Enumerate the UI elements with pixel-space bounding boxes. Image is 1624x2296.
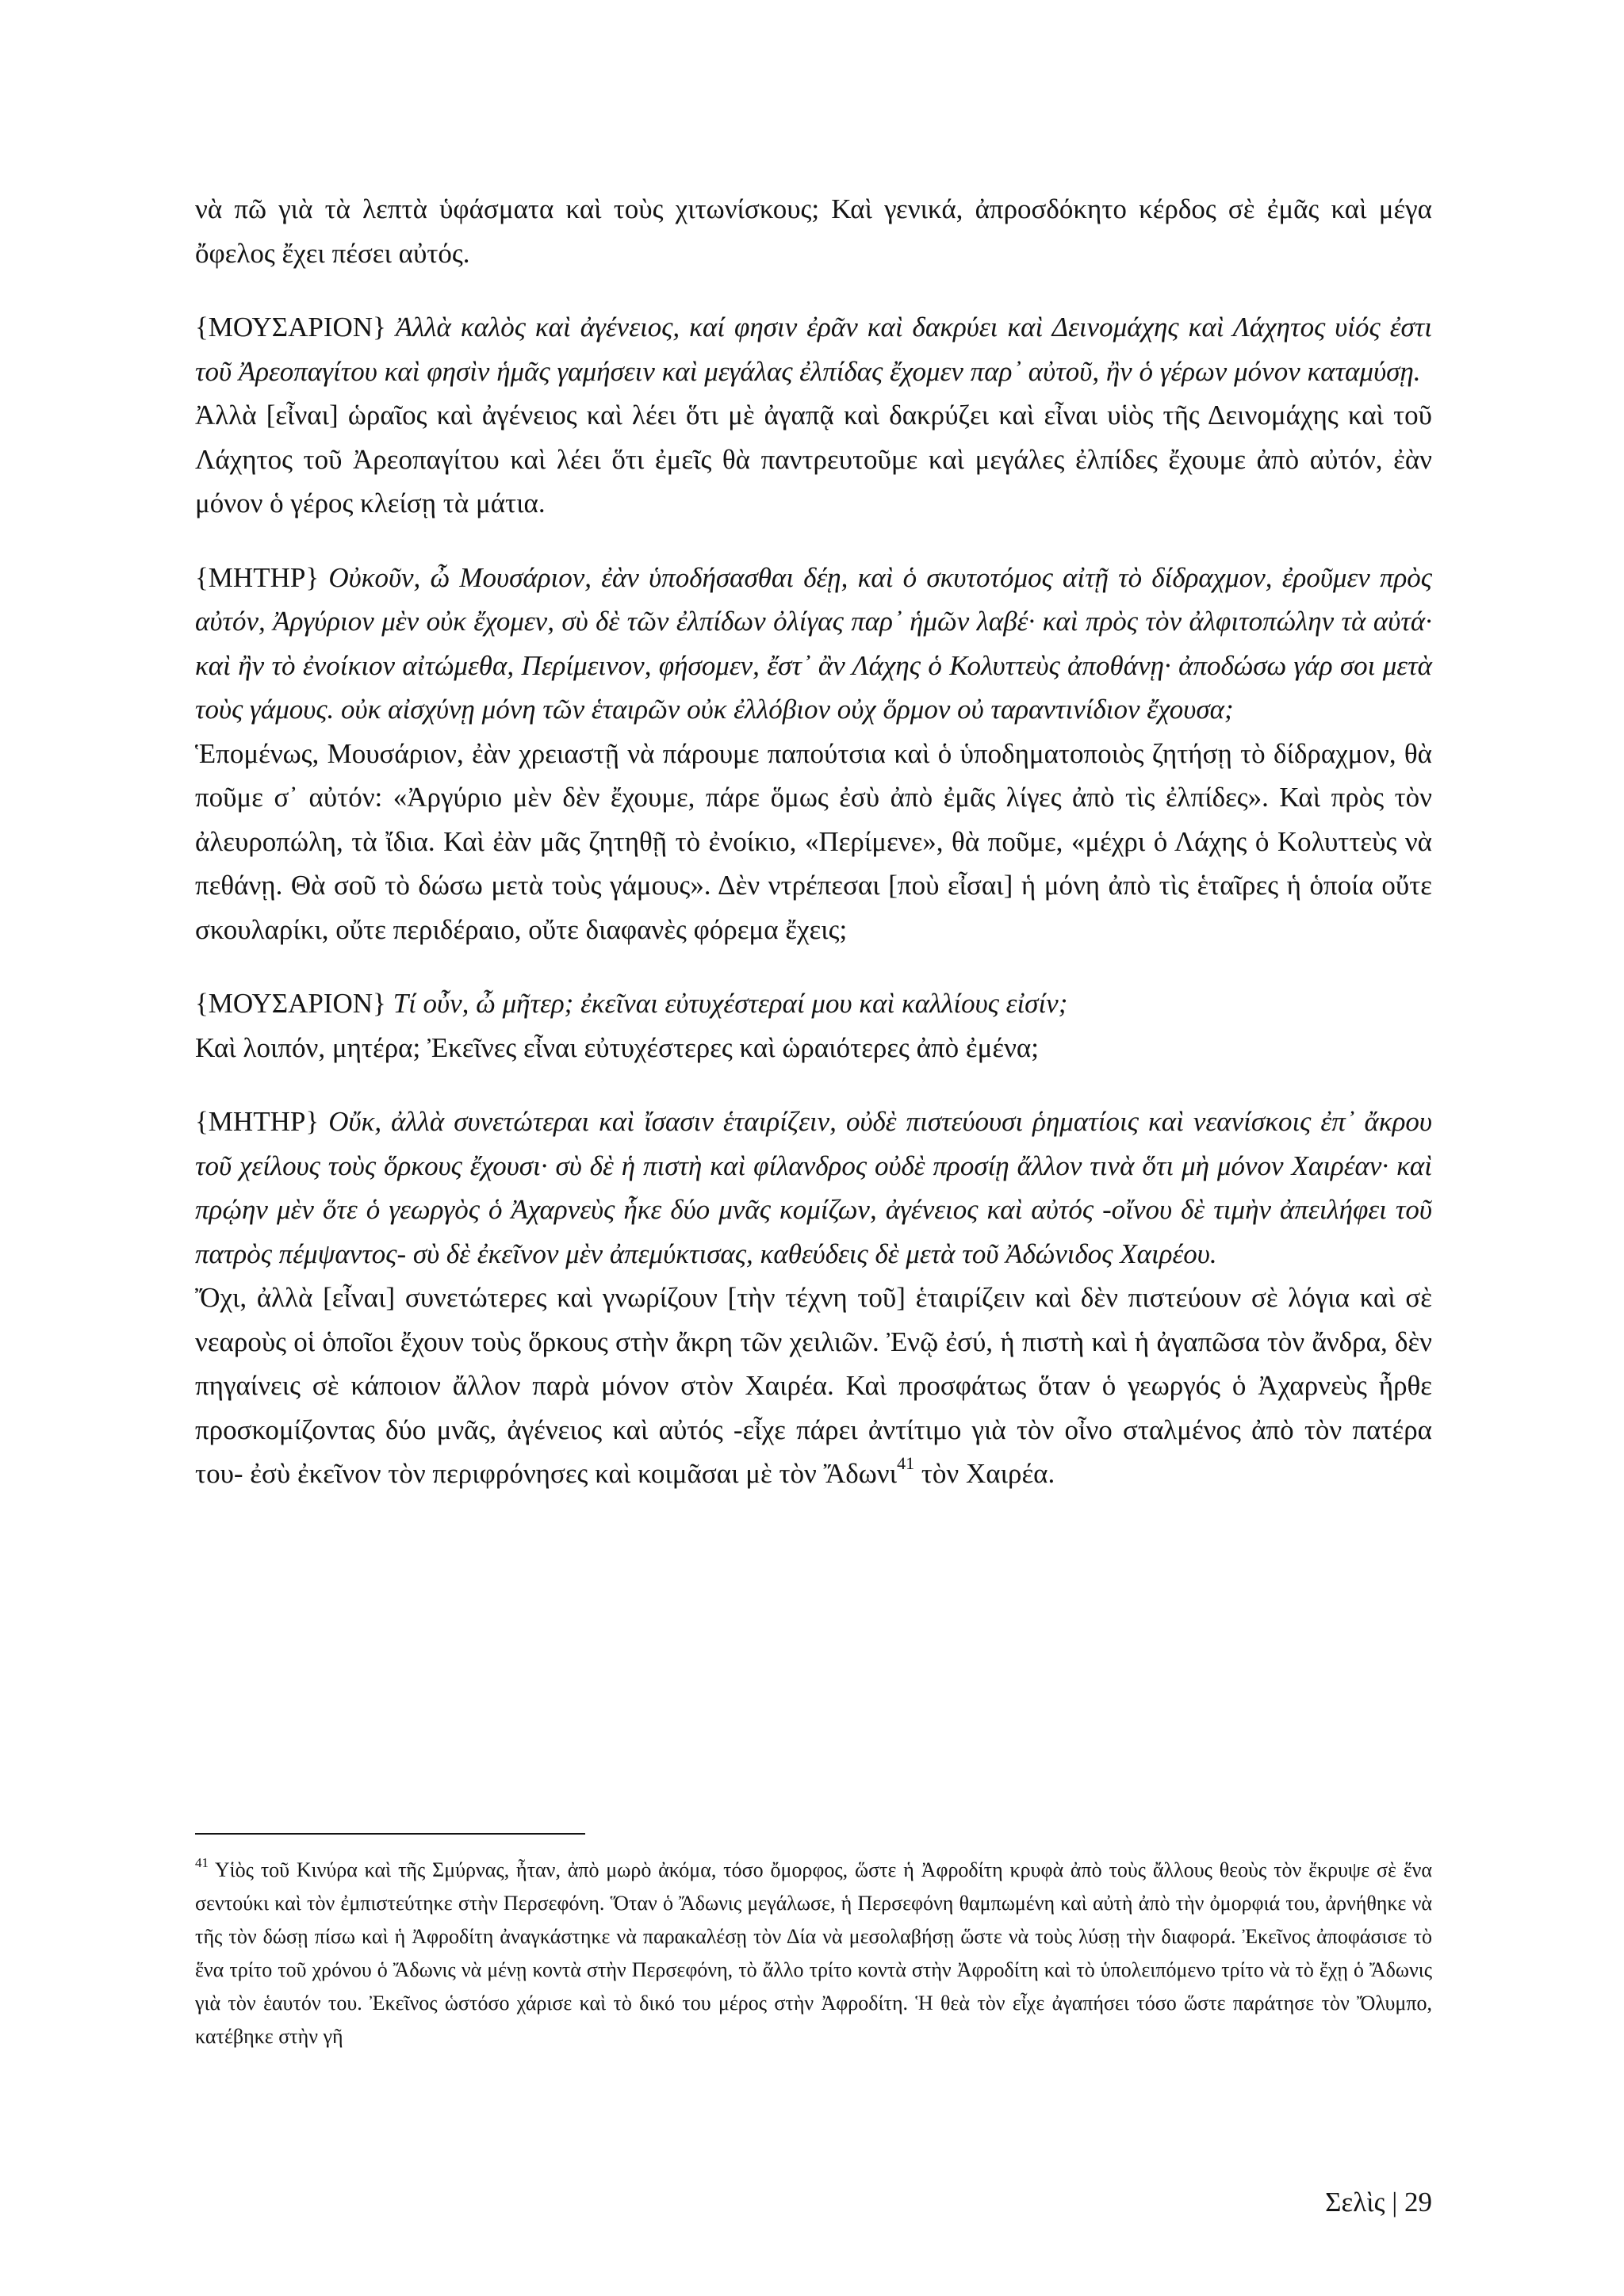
paragraph-translation: Ἑπομένως, Μουσάριον, ἐὰν χρειαστῇ νὰ πάρουμε παπούτσια καὶ ὁ ὑποδηματοποιὸς ζητήσῃ τὸ δίδραχμον, θὰ ποῦμε σ᾽ αὐτόν: «Ἀργύριο μὲν δὲν ἔχουμε, πάρε ὅμως ἐσὺ ἀπὸ ἐμᾶς λίγες ἀπὸ τὶς ἐλπίδες». Καὶ πρὸς τὸν ἀλευροπώλη, τὰ ἴδια. Καὶ ἐὰν μᾶς ζητηθῇ τὸ ἐνοίκιο, «Περίμενε», θὰ ποῦμε, «μέχρι ὁ Λάχης ὁ Κολυττεὺς νὰ πεθάνῃ. Θὰ σοῦ τὸ δώσω μετὰ τοὺς γάμους». Δὲν ντρέπεσαι [ποὺ εἶσαι] ἡ μόνη ἀπὸ τὶς ἑταῖρες ἡ ὁποία οὔτε σκουλαρίκι, οὔτε περιδέραιο, οὔτε διαφανὲς φόρεμα ἔχεις; <box>195 737 1432 945</box>
ancient-greek-text: Οὔκ, ἀλλὰ συνετώτεραι καὶ ἴσασιν ἑταιρίζειν, οὐδὲ πιστεύουσι ῥηματίοις καὶ νεανίσκοις ἐπ᾽ ἄκρου τοῦ χείλους τοὺς ὅρκους ἔχουσι· σὺ δὲ ἡ πιστὴ καὶ φίλανδρος οὐδὲ προσίῃ ἄλλον τινὰ ὅτι μὴ μόνον Χαιρέαν· καὶ πρῴην μὲν ὅτε ὁ γεωργὸς ὁ Ἀχαρνεὺς ἧκε δύο μνᾶς κομίζων, ἀγένειος καὶ αὐτός -οἴνου δὲ τιμὴν ἀπειλήφει τοῦ πατρὸς πέμψαντος- σὺ δὲ ἐκεῖνον μὲν ἀπεμύκτισας, καθεύδεις δὲ μετὰ τοῦ Ἀδώνιδος Χαιρέου. <box>195 1106 1432 1269</box>
footnote-reference[interactable]: 41 <box>897 1453 915 1474</box>
paragraph-translation: Ἀλλὰ [εἶναι] ὡραῖος καὶ ἀγένειος καὶ λέει ὅτι μὲ ἀγαπᾷ καὶ δακρύζει καὶ εἶναι υἱὸς τῆς Δεινομάχης καὶ τοῦ Λάχητος τοῦ Ἀρεοπαγίτου καὶ λέει ὅτι ἐμεῖς θὰ παντρευτοῦμε καὶ μεγάλες ἐλπίδες ἔχουμε ἀπὸ αὐτόν, ἐὰν μόνον ὁ γέρος κλείσῃ τὰ μάτια. <box>195 400 1432 519</box>
ancient-greek-text: Οὐκοῦν, ὦ Μουσάριον, ἐὰν ὑποδήσασθαι δέῃ, καὶ ὁ σκυτοτόμος αἰτῇ τὸ δίδραχμον, ἐροῦμεν πρὸς αὐτόν, Ἀργύριον μὲν οὐκ ἔχομεν, σὺ δὲ τῶν ἐλπίδων ὀλίγας παρ᾽ ἡμῶν λαβέ· καὶ πρὸς τὸν ἀλφιτοπώλην τὰ αὐτά· καὶ ἢν τὸ ἐνοίκιον αἰτώμεθα, Περίμεινον, φήσομεν, ἔστ᾽ ἂν Λάχης ὁ Κολυττεὺς ἀποθάνῃ· ἀποδώσω γάρ σοι μετὰ τοὺς γάμους. οὐκ αἰσχύνῃ μόνη τῶν ἑταιρῶν οὐκ ἐλλόβιον οὐχ ὅρμον οὐ ταραντινίδιον ἔχουσα; <box>195 561 1432 725</box>
ancient-greek-text: Ἀλλὰ καλὸς καὶ ἀγένειος, καί φησιν ἐρᾶν καὶ δακρύει καὶ Δεινομάχης καὶ Λάχητος υἱός ἐστι τοῦ Ἀρεοπαγίτου καὶ φησὶν ἡμᾶς γαμήσειν καὶ μεγάλας ἐλπίδας ἔχομεν παρ᾽ αὐτοῦ, ἢν ὁ γέρων μόνον καταμύσῃ. <box>195 312 1432 387</box>
speaker-label: {ΜΗΤΗΡ} <box>195 561 320 593</box>
footnote <box>195 1854 1432 2053</box>
translation-text: τὸν Χαιρέα. <box>914 1458 1055 1489</box>
ancient-greek-text: Τί οὖν, ὦ μῆτερ; ἐκεῖναι εὐτυχέστεραί μου καὶ καλλίους εἰσίν; <box>393 988 1068 1019</box>
dialogue-greek-musarion <box>195 305 1432 393</box>
main-text <box>195 187 1432 1496</box>
dialogue-greek-musarion <box>195 982 1432 1026</box>
speaker-label: {ΜΗΤΗΡ} <box>195 1106 320 1137</box>
dialogue-greek-meter <box>195 1100 1432 1276</box>
speaker-label: {ΜΟΥΣΑΡΙΟΝ} <box>195 312 386 342</box>
footnote-text: Υἱὸς τοῦ Κινύρα καὶ τῆς Σμύρνας, ἦταν, ἀπὸ μωρὸ ἀκόμα, τόσο ὄμορφος, ὥστε ἡ Ἀφροδίτη κρυφὰ ἀπὸ τοὺς ἄλλους θεοὺς τὸν ἔκρυψε σὲ ἕνα σεντούκι καὶ τὸν ἐμπιστεύτηκε στὴν Περσεφόνη. Ὅταν ὁ Ἄδωνις μεγάλωσε, ἡ Περσεφόνη θαμπωμένη καὶ αὐτὴ ἀπὸ τὴν ὀμορφιά του, ἀρνήθηκε νὰ τῆς τὸν δώσῃ πίσω καὶ ἡ Ἀφροδίτη ἀναγκάστηκε νὰ παρακαλέσῃ τὸν Δία νὰ μεσολαβήσῃ ὥστε νὰ τοὺς λύσῃ τὴν διαφορά. Ἐκεῖνος ἀποφάσισε τὸ ἕνα τρίτο τοῦ χρόνου ὁ Ἄδωνις νὰ μένῃ κοντὰ στὴν Περσεφόνη, τὸ ἄλλο τρίτο κοντὰ στὴν Ἀφροδίτη καὶ τὸ ὑπολειπόμενο τρίτο νὰ τὸ ἔχῃ ὁ Ἄδωνις γιὰ τὸν ἑαυτόν του. Ἐκεῖνος ὡστόσο χάρισε καὶ τὸ δικό του μέρος στὴν Ἀφροδίτη. Ἡ θεὰ τὸν εἶχε ἀγαπήσει τόσο ὥστε παράτησε τὸν Ὄλυμπο, κατέβηκε στὴν γῆ <box>195 1858 1432 2048</box>
paragraph-translation <box>195 1276 1432 1496</box>
footnote-separator <box>195 1833 585 1835</box>
paragraph-translation: νὰ πῶ γιὰ τὰ λεπτὰ ὑφάσματα καὶ τοὺς χιτωνίσκους; Καὶ γενικά, ἀπροσδόκητο κέρδος σὲ ἐμᾶς καὶ μέγα ὄφελος ἔχει πέσει αὐτός. <box>195 193 1432 269</box>
footnote-number: 41 <box>195 1855 209 1871</box>
dialogue-greek-meter <box>195 556 1432 732</box>
speaker-label: {ΜΟΥΣΑΡΙΟΝ} <box>195 988 386 1019</box>
paragraph-translation: Καὶ λοιπόν, μητέρα; Ἐκεῖνες εἶναι εὐτυχέστερες καὶ ὡραιότερες ἀπὸ ἐμένα; <box>195 1031 1039 1063</box>
translation-text: Ὄχι, ἀλλὰ [εἶναι] συνετώτερες καὶ γνωρίζουν [τὴν τέχνη τοῦ] ἑταιρίζειν καὶ δὲν πιστεύουν σὲ λόγια καὶ σὲ νεαροὺς οἱ ὁποῖοι ἔχουν τοὺς ὅρκους στὴν ἄκρη τῶν χειλιῶν. Ἐνῷ ἐσύ, ἡ πιστὴ καὶ ἡ ἀγαπῶσα τὸν ἄνδρα, δὲν πηγαίνεις σὲ κάποιον ἄλλον παρὰ μόνον στὸν Χαιρέα. Καὶ προσφάτως ὅταν ὁ γεωργός ὁ Ἀχαρνεὺς ἦρθε προσκομίζοντας δύο μνᾶς, ἀγένειος καὶ αὐτός -εἶχε πάρει ἀντίτιμο γιὰ τὸν οἶνο σταλμένος ἀπὸ τὸν πατέρα του- ἐσὺ ἐκεῖνον τὸν περιφρόνησες καὶ κοιμᾶσαι μὲ τὸν Ἄδωνι <box>195 1282 1432 1489</box>
page-number: Σελὶς | 29 <box>1325 2187 1432 2218</box>
